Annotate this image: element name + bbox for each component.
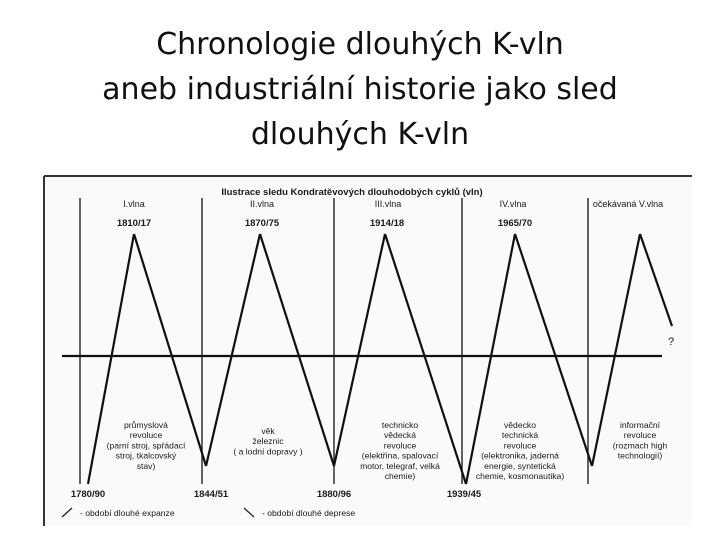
legend-expansion-label: - období dlouhé expanze	[80, 508, 175, 518]
wave-name-3: III.vlna	[374, 199, 402, 209]
description-line: chemie)	[384, 471, 416, 481]
description-line: informační	[619, 420, 661, 430]
wave-name-4: IV.vlna	[499, 199, 527, 209]
description-line: (rozmach high	[612, 440, 668, 451]
legend-depression-label: - období dlouhé deprese	[262, 508, 356, 518]
description-line: revoluce	[383, 440, 417, 451]
trough-year-3: 1880/96	[316, 489, 352, 500]
trough-year-2: 1844/51	[193, 489, 229, 500]
description-line: průmyslová	[124, 420, 168, 430]
description-line: vědecká	[383, 430, 417, 441]
wave-name-5: očekávaná V.vlna	[592, 199, 664, 209]
description-line: stroj, tkalcovský	[115, 450, 177, 461]
trough-year-4: 1939/45	[446, 489, 482, 500]
description-line: (elektřina, spalovací	[361, 450, 439, 461]
wave-name-2: II.vlna	[249, 199, 275, 209]
trough-year-1: 1780/90	[70, 489, 106, 500]
title-line-1: Chronologie dlouhých K-vln	[156, 27, 564, 62]
description-line: stav)	[136, 460, 156, 471]
description-line: revoluce	[129, 430, 163, 441]
description-line: ( a lodní dopravy )	[233, 446, 303, 457]
peak-year-1: 1810/17	[116, 218, 152, 229]
question-mark: ?	[668, 336, 675, 348]
diagram-caption: Ilustrace sledu Kondratěvových dlouhodobých cyklů (vln)	[221, 187, 483, 198]
description-line: technologií)	[617, 450, 663, 461]
wave-description-5	[613, 420, 668, 461]
description-line: věk	[261, 426, 275, 436]
peak-year-3: 1914/18	[369, 218, 405, 229]
title-line-2: aneb industriální historie jako sled	[102, 72, 618, 107]
peak-year-4: 1965/70	[497, 218, 533, 229]
description-line: technicko	[381, 420, 419, 430]
title-line-3: dlouhých K-vln	[250, 117, 470, 152]
wave-name-1: I.vlna	[123, 199, 145, 209]
description-line: (elektronika, jaderná	[481, 450, 559, 461]
description-line: revoluce	[503, 440, 537, 451]
description-line: technická	[501, 430, 539, 441]
description-line: (parní stroj, spřádací	[106, 440, 186, 451]
peak-year-2: 1870/75	[244, 218, 280, 229]
description-line: chemie, kosmonautika)	[475, 471, 565, 481]
description-line: revoluce	[623, 430, 657, 441]
description-line: motor, telegraf, velká	[360, 460, 440, 471]
description-line: energie, syntetická	[484, 460, 556, 471]
description-line: železnic	[252, 436, 284, 447]
description-line: vědecko	[503, 420, 537, 430]
